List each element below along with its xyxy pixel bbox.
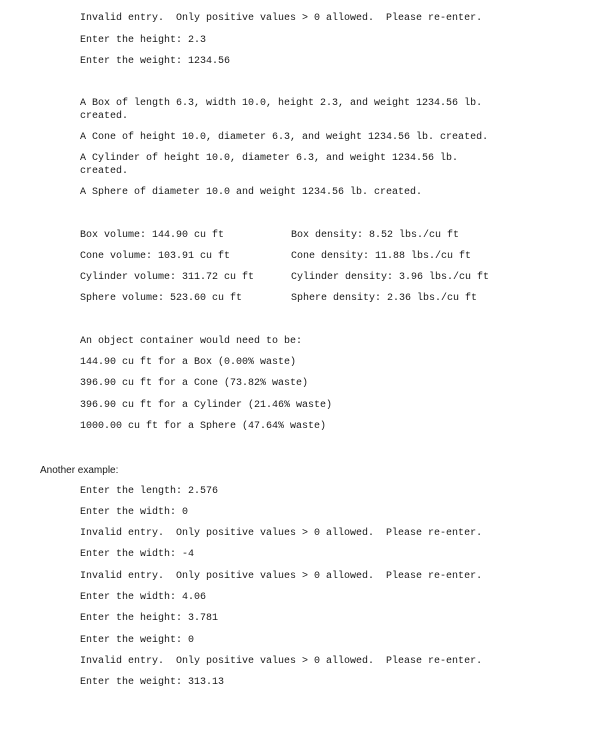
- container-heading: An object container would need to be:: [80, 336, 303, 347]
- invalid-entry-line: Invalid entry. Only positive values > 0 allowed. Please re-enter.: [80, 13, 483, 24]
- example-line: Enter the width: 0: [80, 507, 189, 518]
- container-cylinder-line: 396.90 cu ft for a Cylinder (21.46% waste): [80, 400, 333, 411]
- cylinder-volume: Cylinder volume: 311.72 cu ft: [80, 272, 255, 283]
- another-example-label: Another example:: [40, 465, 119, 476]
- example-line: Enter the width: -4: [80, 549, 195, 560]
- cone-created-line: A Cone of height 10.0, diameter 6.3, and weight 1234.56 lb. created.: [80, 132, 489, 143]
- box-created-line: A Box of length 6.3, width 10.0, height 2.3, and weight 1234.56 lb. created.: [80, 98, 483, 122]
- example-line: Enter the length: 2.576: [80, 486, 219, 497]
- sphere-density: Sphere density: 2.36 lbs./cu ft: [291, 293, 478, 304]
- example-line: Invalid entry. Only positive values > 0 allowed. Please re-enter.: [80, 571, 483, 582]
- example-line: Invalid entry. Only positive values > 0 allowed. Please re-enter.: [80, 656, 483, 667]
- cylinder-created-line: A Cylinder of height 10.0, diameter 6.3, and weight 1234.56 lb. created.: [80, 153, 459, 177]
- enter-height-line: Enter the height: 2.3: [80, 35, 207, 46]
- example-line: Invalid entry. Only positive values > 0 allowed. Please re-enter.: [80, 528, 483, 539]
- container-sphere-line: 1000.00 cu ft for a Sphere (47.64% waste): [80, 421, 327, 432]
- container-cone-line: 396.90 cu ft for a Cone (73.82% waste): [80, 378, 309, 389]
- cone-density: Cone density: 11.88 lbs./cu ft: [291, 251, 472, 262]
- example-line: Enter the weight: 0: [80, 635, 195, 646]
- cylinder-density: Cylinder density: 3.96 lbs./cu ft: [291, 272, 490, 283]
- container-box-line: 144.90 cu ft for a Box (0.00% waste): [80, 357, 297, 368]
- box-density: Box density: 8.52 lbs./cu ft: [291, 230, 460, 241]
- enter-weight-line: Enter the weight: 1234.56: [80, 56, 231, 67]
- cone-volume: Cone volume: 103.91 cu ft: [80, 251, 231, 262]
- example-line: Enter the height: 3.781: [80, 613, 219, 624]
- sphere-volume: Sphere volume: 523.60 cu ft: [80, 293, 243, 304]
- sphere-created-line: A Sphere of diameter 10.0 and weight 1234.56 lb. created.: [80, 187, 423, 198]
- example-line: Enter the weight: 313.13: [80, 677, 225, 688]
- example-line: Enter the width: 4.06: [80, 592, 207, 603]
- box-volume: Box volume: 144.90 cu ft: [80, 230, 225, 241]
